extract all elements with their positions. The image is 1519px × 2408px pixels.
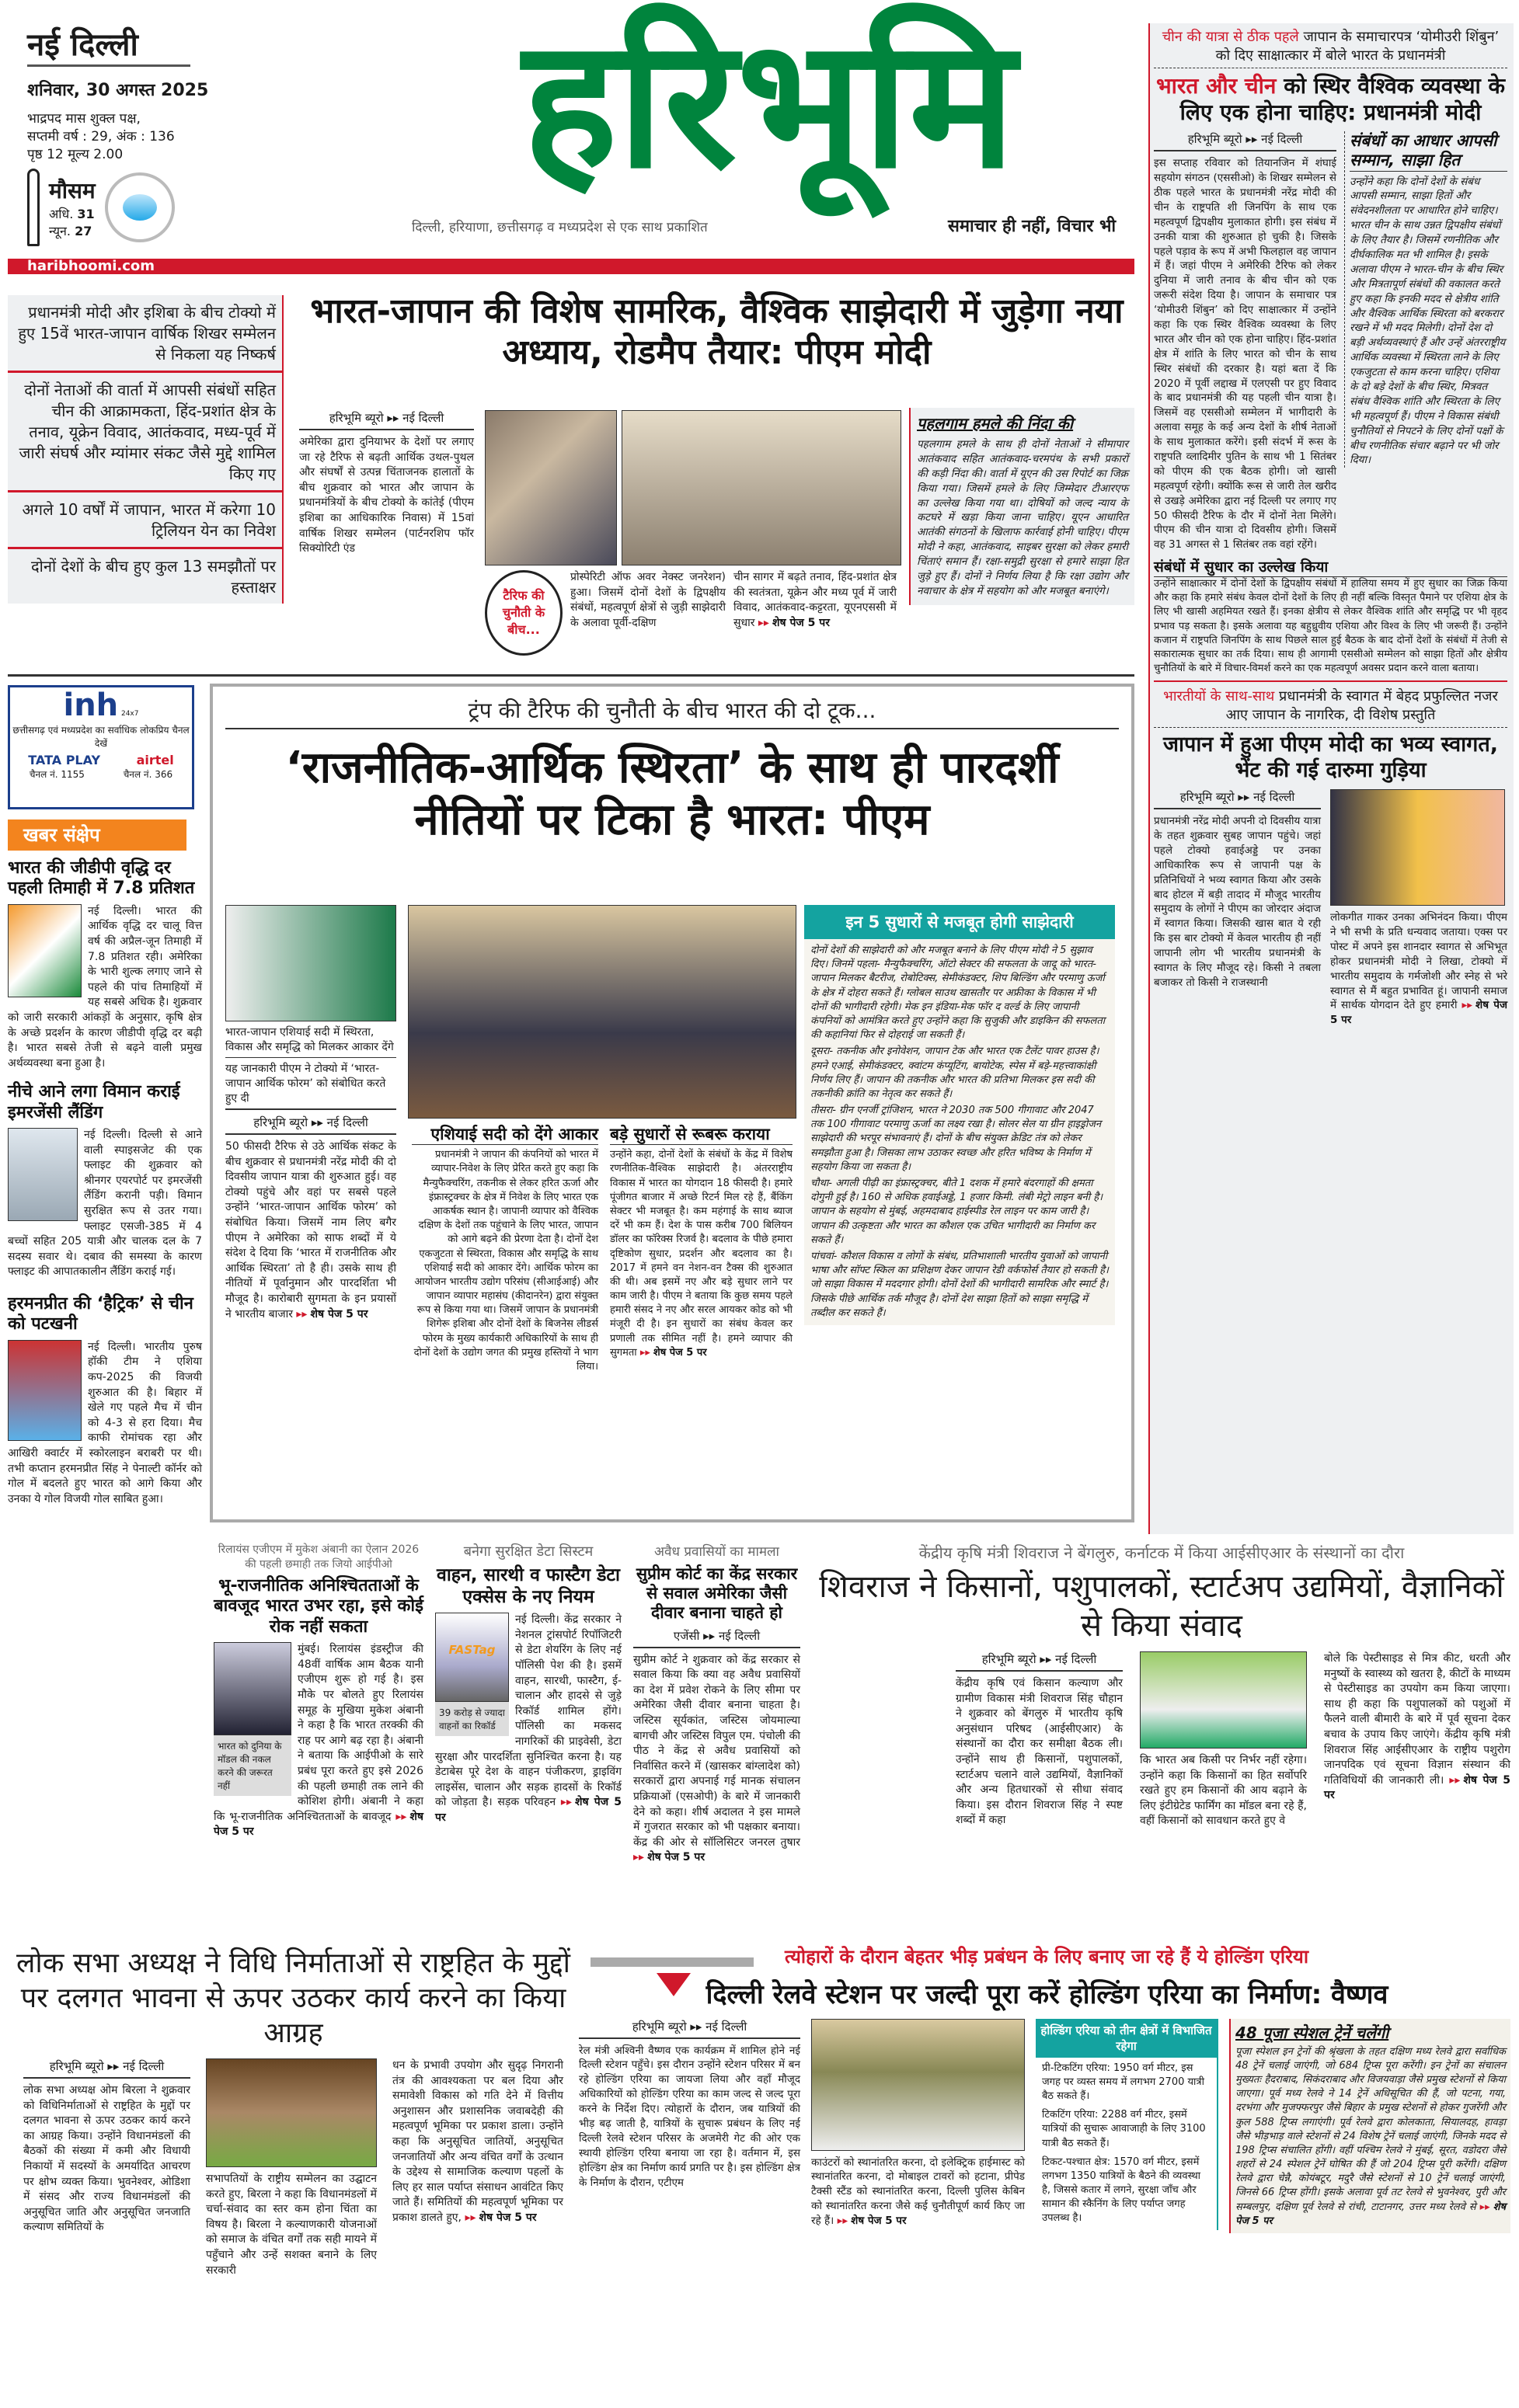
subhead: संबंधों में सुधार का उल्लेख किया [1154,559,1507,577]
summary-item: अगले 10 वर्षों में जापान, भारत में करेगा 10 ट्रिलियन येन का निवेश [8,492,282,549]
photo-pm-speaking [225,905,396,1021]
kicker-highlight: चीन की यात्रा से ठीक पहले [1162,29,1299,45]
puja-trains-box [1229,2019,1510,2233]
reliance-kicker: रिलायंस एजीएम में मुकेश अंबानी का ऐलान 2026 की पहली छमाही तक जियो आईपीओ [218,1543,420,1571]
hockey-photo [8,1340,82,1441]
article-text-part: लोकगीत गाकर उनका अभिनंदन किया। पीएम ने भी सभी के प्रति धन्यवाद जताया। एक्स पर पोस्ट में अपने इस शानदार स्वागत से अभिभूत होकर प्रधानमंत्री मोदी ने लिखा, टोक्यो में भारतीय समुदाय के गर्मजोशी और स्नेह से भरे स्वागत से मैं बहुत प्रभावित हूं। जापानी समाज में सार्थक योगदान देते हुए हमारी [1330,911,1507,1012]
photo-vaishnav [811,2019,1025,2151]
reform-item: दोनों देशों की साझेदारी को और मजबूत बनाने के लिए पीएम मोदी ने 5 सुझाव दिए। जिनमें पहला- मैन्युफैक्चरिंग, ऑटो सेक्टर की सफलता के जादू को भारत-जापान मिलकर बैटरीज, रोबोटिक्स, सेमीकंडक्टर, शिप बिल्डिंग और परमाणु ऊर्जा के क्षेत्र में दोहरा सकते हैं। ग्लोबल साउथ खासतौर पर अफ्रीका के विकास में भी दोनों की भागीदारी रहेगी। मेक इन इंडिया-मेक फॉर द वर्ल्ड के लिए जापानी कंपनियों को आमंत्रित करते हुए उन्होंने कहा कि सुजुकी और डाइकिन की सफलता की कहानियां फिर से दोहराई जा सकती हैं। [810,945,1106,1042]
photo-group [408,905,796,1119]
headline-text: को स्थिर वैश्विक व्यवस्था के लिए एक होना चाहिए: प्रधानमंत्री मोदी [1179,73,1506,125]
summary-item: प्रधानमंत्री मोदी और इशिबा के बीच टोक्यो में हुए 15वें भारत-जापान वार्षिक शिखर सम्मेलन से निकला यह निष्कर्ष [8,295,282,373]
welcome-kicker [1154,687,1507,728]
article-text: इस सप्ताह रविवार को तियानजिन में शंघाई सहयोग संगठन (एससीओ) के शिखर सम्मेलन से ठीक पहले भारत के प्रधानमंत्री नरेंद्र मोदी की चीन के राष्ट्रपति शी जिनपिंग के साथ एक महत्वपूर्ण द्विपक्षीय मुलाकात होगी। इस संबंध में उनकी यात्रा की शुरुआत हो चुकी है। जिसके पहले पड़ाव के रूप में अभी फिलहाल वह जापान में हैं। जहां पीएम ने अमेरिकी टैरिफ को लेकर दुनिया में जारी तनाव के बीच चीन को एक जरूरी संदेश दिया है। जापान के समाचार पत्र ‘योमीउरी शिंबुन’ को दिए साक्षात्कार में उन्होंने कहा कि एक स्थिर वैश्विक व्यवस्था के लिए भारत और चीन को एक होना चाहिए। हिंद-प्रशांत क्षेत्र में शांति के लिए भारत को चीन के साथ स्थिर संबंधों की दरकार है। यहां बता दें कि 2020 में पूर्वी लद्दाख में एलएसी पर हुए विवाद के बाद प्रधानमंत्री की यह पहली चीन यात्रा है। जिसमें वह एससीओ सम्मेलन में भागीदारी के अलावा समूह के कई अन्य देशों के शीर्ष नेताओं के साथ मुलाकात करेंगे। इसी संदर्भ में रूस के राष्ट्रपति व्लादिमीर पुतिन के साथ भी 1 सितंबर को पीएम की एक बैठक होगी। जो खासी महत्वपूर्ण रहेगी। क्योंकि रूस से जारी तेल खरीद से उखड़े अमेरिका द्वारा नई दिल्ली पर लगाए गए 50 फीसदी टैरिफ के दौर में दोनों नेता मिलेंगे। पीएम की चीन यात्रा दो दिवसीय होगी। जिसमें वह 31 अगस्त से 1 सितंबर तक वहां रहेंगे। [1154,157,1336,552]
reliance-headline: भू-राजनीतिक अनिश्चितताओं के बावजूद भारत उभर रहा, इसे कोई रोक नहीं सकता [214,1576,423,1637]
divider [8,674,1134,677]
kicker-text: प्रधानमंत्री के स्वागत में बेहद प्रफुल्लित नजर आए जापान के नागरिक, दी विशेष प्रस्तुति [1225,688,1498,724]
shivraj-headline: शिवराज ने किसानों, पशुपालकों, स्टार्टअप उद्यमियों, वैज्ञानिकों से किया संवाद [819,1569,1504,1644]
article-text-part: धन के प्रभावी उपयोग और सुदृढ़ निगरानी तंत्र की आवश्यकता पर बल दिया और समावेशी विकास को गति देने में वित्तीय अनुशासन और प्रशासनिक जवाबदेही की महत्वपूर्ण भूमिका पर प्रकाश डाला। उन्होंने कहा कि अनुसूचित जातियों, अनुसूचित जनजातियों और अन्य वंचित वर्गों के उत्थान के उद्देश्य से सामाजिक कल्याण पहलों के लिए हर साल पर्याप्त संसाधन आवंटित किए जाते हैं। समितियों की महत्वपूर्ण भूमिका पर प्रकाश डालते हुए, [392,2059,563,2224]
side-text: उन्होंने कहा कि दोनों देशों के संबंध आपसी सम्मान, साझा हितों और संवेदनशीलता पर आधारित होने चाहिए। भारत चीन के साथ उन्नत द्विपक्षीय संबंधों के लिए तैयार है। जिसमें रणनीतिक और दीर्घकालिक मत भी शामिल है। इसके अलावा पीएम ने भारत-चीन के बीच स्थिर और मित्रतापूर्ण संबंधों की वकालत करते हुए कहा कि इनकी मदद से क्षेत्रीय शांति और वैश्विक आर्थिक स्थिरता को बरकरार रखने में भी मदद मिलेगी। दोनों देश दो बड़ी अर्थव्यवस्थाएं हैं और उन्हें अंतरराष्ट्रीय आर्थिक व्यवस्था में स्थिरता लाने के लिए एकजुटता से काम करना चाहिए। एशिया के दो बड़े देशों के बीच स्थिर, मित्रवत संबंध वैश्विक शांति और स्थिरता के लिए भी महत्वपूर्ण हैं। पीएम ने विकास संबंधी चुनौतियों से निपटने के लिए दोनों पक्षों के बीच रणनीतिक संचार बढ़ाने पर भी जोर दिया। [1350,175,1506,467]
weather-label: मौसम [49,178,96,204]
bullet-item: भारत-जापान एशियाई सदी में स्थिरता, विकास और समृद्धि को मिलकर आकार देंगे [225,1021,396,1058]
plane-brief [8,1128,202,1280]
continued-link[interactable]: ▸▸ शेष पेज 5 पर [465,2211,536,2224]
photo-mukesh-ambani [214,1642,291,1735]
min-temp: 27 [75,224,92,238]
byline: हरिभूमि ब्यूरो ▸▸ नई दिल्ली [299,410,474,430]
min-label: न्यून. [49,224,71,238]
byline: हरिभूमि ब्यूरो ▸▸ नई दिल्ली [225,1115,396,1135]
brief-text: नई दिल्ली। भारतीय पुरुष हॉकी टीम ने एशिया कप-2025 की विजयी शुरुआत की है। बिहार में खेले गए पहले मैच में चीन को 4-3 से हरा दिया। मैच काफी रोमांचक रहा और आखिरी क्वार्टर में स्कोरलाइन बराबरी पर थी। तभी कप्तान हरमनप्रीत सिंह ने पेनाल्टी कॉर्नर को गोल में बदलते हुए भारत को आगे किया और उनका ये गोल विजयी गोल साबित हुआ। [8,1340,202,1505]
side-text [1235,2045,1506,2229]
welcome-headline: जापान में हुआ पीएम मोदी का भव्य स्वागत, भेंट की गई दारुमा गुड़िया [1162,732,1499,782]
reliance-article [214,1542,423,1840]
article-text [733,570,897,631]
continued-link[interactable]: ▸▸ शेष पेज 5 पर [758,617,830,629]
hockey-brief [8,1340,202,1508]
website-link[interactable]: haribhoomi.com [27,258,155,274]
bullet-item: यह जानकारी पीएम ने टोक्यो में ‘भारत-जापान आर्थिक फोरम’ को संबोधित करते हुए दी [225,1058,396,1110]
lead-body [299,410,901,656]
ad-logo: inh [63,687,119,723]
spicejet-photo [8,1128,78,1221]
article-text: सभापतियों के राष्ट्रीय सम्मेलन का उद्घाटन करते हुए, बिरला ने कहा कि विधानमंडलों में चर्चा-संवाद का स्तर कम होना चिंता का विषय है। बिरला ने कल्याणकारी योजनाओं को समाज के वंचित वर्गों तक सही मायने में पहुँचाने और उन्हें सशक्त बनाने के लिए सरकारी [206,2173,377,2277]
byline: हरिभूमि ब्यूरो ▸▸ नई दिल्ली [579,2019,800,2039]
holding-area-box [1036,2019,1218,2230]
holding-title: होल्डिंग एरिया को तीन क्षेत्रों में विभाजित रहेगा [1036,2019,1217,2058]
fastag-photo [435,1613,509,1702]
article-text [811,2156,1025,2229]
lead-headline: भारत-जापान की विशेष सामरिक, वैश्विक साझेदारी में जुड़ेगा नया अध्याय, रोडमैप तैयार: पीएम मोदी [310,291,1124,372]
article-text-part: सुप्रीम कोर्ट ने शुक्रवार को केंद्र सरकार से सवाल किया कि क्या वह अवैध प्रवासियों का देश में प्रवेश रोकने के लिए सीमा पर अमेरिका जैसी दीवार बनाना चाहता है। जस्टिस सूर्यकांत, जस्टिस जोयमाल्या बागची और जस्टिस विपुल एम. पंचोली की पीठ ने केंद्र से अवैध प्रवासियों को निर्वासित करने में (खासकर बांग्लादेश को) सरकारों द्वारा अपनाई गई मानक संचालन प्रक्रियाओं (एसओपी) के बारे में जानकारी देने को कहा। शीर्ष अदालत ने इस मामले में गुजरात सरकार को भी पक्षकार बनाया। केंद्र की ओर से सॉलिसिटर जनरल तुषार [633,1653,800,1849]
channel-number: चैनल नं. 1155 [29,769,85,780]
feature-col3 [610,1125,793,1360]
article-text-part: उन्होंने कहा, दोनों देशों के संबंधों के केंद्र में विशेष रणनीतिक-वैश्विक साझेदारी है। अंतरराष्ट्रीय विकास में भारत का योगदान 18 फीसदी है। हमारे पूंजीगत बाजार में अच्छे रिटर्न मिल रहे हैं, बैंकिंग सेक्टर भी मजबूत है। कम महंगाई के साथ ब्याज दरें भी कम हैं। देश के पास करीब 700 बिलियन डॉलर का फॉरेक्स रिजर्व है। बदलाव के पीछे हमारा दृष्टिकोण सुधार, प्रदर्शन और बदलाव का है। 2017 में हमने वन नेशन-वन टैक्स की शुरुआत की थी। अब इसमें नए और बड़े सुधार लाने पर काम जारी है। पीएम ने बताया कि कुछ समय पहले हमारी संसद ने नए और सरल आयकर कोड को भी मंजूरी दी है। इन सुधारों का संबंध केवल कर प्रणाली तक सीमित नहीं है। हमने व्यापार की सुगमता [610,1149,793,1359]
reform-item: तीसरा- ग्रीन एनर्जी ट्रांजिशन, भारत ने 2030 तक 500 गीगावाट और 2047 तक 100 गीगावाट परमाणु ऊर्जा का लक्ष्य रखा है। सोलर सेल या ग्रीन हाइड्रोजन साझेदारी की भरपूर संभावनाएं हैं। दोनों के बीच संयुक्त क्रेडिट तंत्र को लेकर समझौता हुआ है। जिसका लाभ उठाकर स्वच्छ और हरित भविष्य के निर्माण में सहयोग किया जा सकता है। [810,1105,1102,1173]
byline: हरिभूमि ब्यूरो ▸▸ नई दिल्ली [23,2058,190,2079]
kicker-highlight: भारतीयों के साथ-साथ [1163,688,1275,705]
article-text-part: पूजा स्पेशल इन ट्रेनों की श्रृंखला के तहत दक्षिण मध्य रेलवे द्वारा सर्वाधिक 48 ट्रेनें चलाई जाएंगी, जो 684 ट्रिप्स पूरा करेंगी। इन ट्रेनों का संचालन मुख्यतः हैदराबाद, सिकंदराबाद और विजयवाड़ा जैसे प्रमुख स्टेशनों से किया जाएगा। पूर्व मध्य रेलवे ने 14 ट्रेनें अधिसूचित की हैं, जो पटना, गया, दरभंगा और मुजफ्फरपुर जैसे बिहार के प्रमुख स्टेशनों से होकर गुजरेंगी और कुल 588 ट्रिप्स लगाएंगी। पूर्व रेलवे द्वारा कोलकाता, सियालदह, हावड़ा जैसे भीड़भाड़ वाले स्टेशनों से 24 विशेष ट्रेनें चलाई जाएंगी, जिनके मदद से 198 ट्रिप्स संचालित होंगी। वहीं पश्चिम रेलवे ने मुंबई, सूरत, वडोदरा जैसे शहरों से 24 स्पेशल ट्रेनें घोषित की हैं जो 204 ट्रिप्स पूरी करेंगी। दक्षिण रेलवे द्वारा चेन्नै, कोयंबटूर, मदुरै जैसे स्टेशनों से 10 ट्रेनें चलाई जाएंगी, जिनसे 66 ट्रिप्स होंगी। इसके अलावा पूर्व तट रेलवे से भुवनेश्वर, पुरी और सम्बलपुर, दक्षिण पूर्व रेलवे से रांची, टाटानगर, उत्तर मध्य रेलवे से [1235,2045,1506,2213]
photo-om-birla [206,2058,377,2167]
summary-item: दोनों नेताओं की वार्ता में आपसी संबंधों सहित चीन की आक्रामकता, हिंद-प्रशांत क्षेत्र के तनाव, यूक्रेन विवाद, आतंकवाद, मध्य-पूर्व में जारी संघर्ष और म्यांमार संकट जैसे मुद्दे शामिल किए गए [8,373,282,492]
rail-kicker: त्योहारों के दौरान बेहतर भीड़ प्रबंधन के लिए बनाए जा रहे हैं ये होल्डिंग एरिया [785,1946,1309,1968]
cloud-icon [105,172,175,242]
city: नई दिल्ली [27,22,190,67]
article-text [392,2058,563,2226]
sc-headline: सुप्रीम कोर्ट का केंद्र सरकार से सवाल अमेरिका जैसी दीवार बनाना चाहते हो [636,1564,798,1623]
data-headline: वाहन, सारथी व फास्टैग डेटा एक्सेस के नए नियम [437,1565,620,1607]
gdp-graphic [8,904,82,997]
brief-title: नीचे आने लगा विमान कराई इमरजेंसी लैंडिंग [8,1082,180,1122]
continued-link[interactable]: ▸▸ शेष पेज 5 पर [1235,2201,1506,2227]
article-text-part: काउंटरों को स्थानांतरित करना, दो इलेक्ट्रिक हाईमास्ट को स्थानांतरित करना, दो मोबाइल टावरों को हटाना, प्रीपेड टैक्सी स्टैंड को स्थानांतरित करना, दिल्ली पुलिस केबिन को स्थानांतरित करना जैसे कई चुनौतीपूर्ण कार्य किए जा रहे हैं। [811,2156,1025,2228]
edition-info [27,22,253,246]
editions-line: दिल्ली, हरियाणा, छत्तीसगढ़ व मध्यप्रदेश से एक साथ प्रकाशित [412,220,708,235]
holding-item: टिकट-पश्चात क्षेत्र: 1570 वर्ग मीटर, इसमें लगभग 1350 यात्रियों के बैठने की व्यवस्था है, जिससे कतार में लगने, सुरक्षा जाँच और सामान की स्कैनिंग के लिए पर्याप्त जगह उपलब्ध है। [1042,2156,1201,2225]
feature-col2 [412,1125,598,1374]
ad-sub: 24x7 [120,710,139,718]
feature-headline: ‘राजनीतिक-आर्थिक स्थिरता’ के साथ ही पारदर्शी नीतियों पर टिका है भारत: पीएम [285,743,1059,846]
summary-box [8,295,284,604]
byline: हरिभूमि ब्यूरो ▸▸ नई दिल्ली [956,1651,1123,1672]
feature-col1 [225,905,396,1322]
holding-item: टिकटिंग एरिया: 2288 वर्ग मीटर, इसमें यात्रियों की सुचारू आवाजाही के लिए 3100 यात्री बैठ सकते हैं। [1042,2109,1206,2149]
sc-kicker: अवैध प्रवासियों का मामला [654,1544,779,1560]
continued-link[interactable]: ▸▸ शेष पेज 5 पर [296,1308,368,1321]
article-text [1330,910,1507,1028]
side-text: पहलगाम हमले के साथ ही दोनों नेताओं ने सीमापार आतंकवाद सहित आतंकवाद-चरमपंथ के सभी प्रकारों की कड़ी निंदा की। वार्ता में यूएन की उस रिपोर्ट का जिक्र किया गया। जिसमें हमले के लिए जिम्मेदार टीआरएफ का उल्लेख किया गया था। दोषियों को जल्द न्याय के कटघरे में खड़ा किया जाना चाहिए। यूएन आधारित आतंकी संगठनों के खिलाफ कार्रवाई होनी चाहिए। पीएम मोदी ने कहा, आतंकवाद, साइबर सुरक्षा को लेकर हमारी चिंताएं समान हैं। रक्षा-समुद्री सुरक्षा से हमारे साझा हित जुड़े हुए हैं। दोनों ने निर्णय लिया है कि रक्षा उद्योग और नवाचार के क्षेत्र में सहयोग को और मजबूत बनाएंगे। [917,438,1128,597]
continued-link[interactable]: ▸▸ शेष पेज 5 पर [1324,1774,1510,1802]
article-text-part: मुंबई। रिलायंस इंडस्ट्रीज की 48वीं वार्षिक आम बैठक यानी एजीएम शुरू हो गई है। इस मौके पर बोलते हुए रिलायंस समूह के मुखिया मुकेश अंबानी ने कहा है कि भारत तरक्की की राह पर आगे बढ़ रहा है। अंबानी ने बताया कि आईपीओ के सारे प्रबंध पूरा करते हुए इसे 2026 की पहली छमाही तक लाने की कोशिश होगी। अंबानी ने कहा कि भू-राजनीतिक अनिश्चितताओं के बावजूद [214,1643,423,1823]
price: पृष्ठ 12 मूल्य 2.00 [27,147,124,162]
tariff-badge: टैरिफ की चुनौती के बीच... [485,570,563,656]
reform-item: चौथा- अगली पीढ़ी का इंफ्रास्ट्रक्चर, बीते 1 दशक में हमारे बंदरगाहों की क्षमता दोगुनी हुई है। 160 से अधिक हवाईअड्डे, 1 हजार किमी. लंबी मेट्रो लाइन बनी है। जापान के सहयोग से मुंबई, अहमदाबाद हाईस्पीड रेल लाइन पर काम जारी है। जापान की उत्कृष्टता और भारत का कौशल एक उचित भागीदारी का निर्माण कर सकते हैं। [810,1178,1103,1246]
feature-text [225,1140,396,1322]
side-title: पहलगाम हमले की निंदा की [917,414,1074,433]
reforms-title: इन 5 सुधारों से मजबूत होगी साझेदारी [804,905,1115,939]
weather [27,169,253,246]
rail-article [579,1946,1515,2233]
continued-link[interactable]: ▸▸ शेष पेज 5 पर [435,1796,622,1824]
newspaper-logo: हरिभूमि [522,1,1016,208]
article-text: लोक सभा अध्यक्ष ओम बिरला ने शुक्रवार को विधिनिर्माताओं से राष्ट्रहित के मुद्दों पर दलगत भावना से ऊपर उठकर कार्य करने का आग्रह किया। उन्होंने विधानमंडलों की बैठकों की संख्या में कमी और विधायी निकायों में सदस्यों के अमर्यादित आचरण पर क्षोभ व्यक्त किया। भुवनेश्वर, ओडिशा में संसद और राज्य विधानमंडलों की अनुसूचित जाति और अनुसूचित जनजाति कल्याण समितियों के [23,2084,190,2234]
china-column-content [1154,27,1507,1028]
brief-title: भारत की जीडीपी वृद्धि दर पहली तिमाही में 7.8 प्रतिशत [8,858,195,899]
article-text: केंद्रीय कृषि एवं किसान कल्याण और ग्रामीण विकास मंत्री शिवराज सिंह चौहान ने शुक्रवार को बेंगलुरु में भारतीय कृषि अनुसंधान परिषद (आईसीएआर) के संस्थानों का दौरा कर समीक्षा बैठक ली। उन्होंने साथ ही किसानों, पशुपालकों, स्टार्टअप चलाने वाले उद्यमियों, वैज्ञानिकों और अन्य हितधारकों से सीधा संवाद किया। इस दौरान शिवराज सिंह ने स्पष्ट शब्दों में कहा [956,1677,1123,1827]
tata-play-logo: TATA PLAY [28,753,101,767]
news-brief-label: खबर संक्षेप [8,819,186,851]
loksabha-article [16,1946,571,2278]
article-text: कि भारत अब किसी पर निर्भर नहीं रहेगा। उन्होंने कहा कि किसानों का हित सर्वोपरि रखते हुए हम किसानों की आय बढ़ाने के लिए इंटीग्रेटेड फार्मिंग का मॉडल बना रहे हैं, वहीं किसानों को सावधान करते हुए वे [1140,1754,1307,1828]
brief-text: नई दिल्ली। भारत की आर्थिक वृद्धि दर चालू वित्त वर्ष की अप्रैल-जून तिमाही में 7.8 प्रतिशत रही। अमेरिका के भारी शुल्क लगाए जाने से पहले की पांच तिमाहियों में यह सबसे अधिक है। शुक्रवार को जारी सरकारी आंकड़ों के अनुसार, कृषि क्षेत्र के अच्छे प्रदर्शन के कारण जीडीपी वृद्धि दर बढ़ी है। भारत सबसे तेजी से बढ़ने वाली प्रमुख अर्थव्यवस्था बना हुआ है। [8,904,202,1070]
byline: एजेंसी ▸▸ नई दिल्ली [633,1628,800,1648]
panchang: भाद्रपद मास शुक्ल पक्ष, [27,111,141,127]
issue-number: सप्तमी वर्ष : 29, अंक : 136 [27,129,175,144]
article-text: प्रधानमंत्री ने जापान की कंपनियों को भारत में व्यापार-निवेश के लिए प्रेरित करते हुए कहा कि मैन्युफैक्चरिंग, तकनीक से लेकर हरित ऊर्जा और इंफ्रास्ट्रक्चर के क्षेत्र में निवेश के लिए भारत एक आकर्षक स्थान है। जापानी व्यापार को वैश्विक दक्षिण के देशों तक पहुंचाने के लिए भारत, जापान को आगे बढ़ने की प्रेरणा देता है। दोनों देश एकजुटता से स्थिरता, विकास और समृद्धि के साथ एशियाई सदी को आकार देंगे। आर्थिक फोरम का आयोजन भारतीय उद्योग परिसंघ (सीआईआई) और जापान व्यापार महासंघ (कीदानरेन) द्वारा संयुक्त रूप से किया गया था। जिसमें जापान के प्रधानमंत्री शिगेरू इशिबा और दोनों देशों के बिजनेस लीडर्स फोरम के मुख्य कार्यकारी अधिकारियों के साथ ही दोनों देशों के उद्योग जगत की प्रमुख हस्तियों ने भाग लिया। [413,1149,598,1373]
article-text [610,1148,793,1360]
photo-japan-welcome [1330,789,1505,906]
max-label: अधि. [49,207,74,221]
divider [1154,680,1507,682]
data-article [435,1542,622,1826]
reforms-box [804,905,1115,1325]
article-text: प्रधानमंत्री नरेंद्र मोदी अपनी दो दिवसीय यात्रा के तहत शुक्रवार सुबह जापान पहुंचे। जहां पहले टोक्यो हवाईअड्डे पर उनका आधिकारिक रूप से जापानी पक्ष के प्रतिनिधियों ने भव्य स्वागत किया और उसके बाद होटल में बड़ी तादाद में मौजूद भारतीय समुदाय के लोगों ने पीएम का जोरदार अंदाज में स्वागत किया। जिसकी खास बात ये रही कि इस बार टोक्यो में केवल भारतीय ही नहीं जापानी लोग भी भारतीय प्रधानमंत्री के स्वागत के लिए मौजूद रहे। किसी ने तबला बजाकर तो किसी ने राजस्थानी [1154,815,1321,989]
article-text-part: 50 फीसदी टैरिफ से उठे आर्थिक संकट के बीच शुक्रवार से प्रधानमंत्री नरेंद्र मोदी की दो दिवसीय जापान यात्रा की शुरुआत हुई। वह टोक्यो पहुंचे और वहां पर सबसे पहले उन्होंने ‘भारत-जापान आर्थिक फोरम’ को संबोधित किया। जिसमें नाम लिए बगैर पीएम ने अमेरिका को साफ शब्दों में ये संदेश दे दिया कि ‘भारत में राजनीतिक और आर्थिक स्थिरता’ तो है ही। उसके साथ ही नीतियों में पूर्वानुमान और पारदर्शिता भी मौजूद है। कारोबारी सुगमता के इन प्रयासों ने भारतीय बाजार [225,1140,396,1321]
data-kicker: बनेगा सुरक्षित डेटा सिस्टम [463,1543,594,1560]
date: शनिवार, 30 अगस्त 2025 [27,81,209,100]
thermometer-icon [27,169,40,246]
article-text: उन्होंने साक्षात्कार में दोनों देशों के द्विपक्षीय संबंधों में हालिया समय में हुए सुधार का जिक्र किया और कहा कि हमारे संबंध केवल दोनों देशों के लिए ही नहीं बल्कि विस्तृत पैमाने पर एशिया क्षेत्र के लिए भी खासी अहमियत रखते हैं। इनका क्षेत्रीय से लेकर वैश्विक शांति और समृद्धि पर भी वृहद प्रभाव पड़ सकता है। इसके अलावा यह बहुध्रुवीय एशिया और विश्व के लिए भी जरूरी हैं। उन्होंने कजान में राष्ट्रपति जिनपिंग के साथ पिछले साल हुई बैठक के बाद दोनों देशों के संबंधों में तेजी से सकारात्मक सुधार का तर्क दिया। साथ ही आगामी एससीओ सम्मेलन को साझा हितों और क्षेत्रीय चुनौतियों के बारे में विचार-विमर्श करने का एक महत्वपूर्ण अवसर प्रदान करने वाला बताया। [1154,578,1507,675]
pull-quote: 39 करोड़ से ज्यादा वाहनों का रिकॉर्ड [435,1702,509,1736]
feature-kicker: ट्रंप की टैरिफ की चुनौती के बीच भारत की दो टूक... [225,695,1119,729]
shivraj-kicker: केंद्रीय कृषि मंत्री शिवराज ने बेंगलुरु, कर्नाटक में किया आईसीएआर के संस्थानों का दौरा [918,1543,1405,1562]
continued-link[interactable]: ▸▸ शेष पेज 5 पर [1330,999,1507,1026]
side-title: 48 पूजा स्पेशल ट्रेनें चलेंगी [1235,2023,1389,2042]
article-text-part: चीन सागर में बढ़ते तनाव, हिंद-प्रशांत क्षेत्र की स्वतंत्रता, यूक्रेन और मध्य पूर्व में जारी विवाद, आतंकवाद-कट्टरता, यूएनएससी में सुधार [733,571,897,629]
reform-item: दूसरा- तकनीक और इनोवेशन, जापान टेक और भारत एक टैलेंट पावर हाउस है। हमने एआई, सेमीकंडक्टर, क्वांटम कंप्यूटिंग, बायोटेक, स्पेस में बड़े-महत्त्वाकांक्षी निर्णय लिए हैं। जापान की तकनीक और भारत की प्रतिभा मिलकर इस सदी की तकनीकी क्रांति का नेतृत्व कर सकते हैं। [810,1046,1099,1100]
reform-item: पांचवां- कौशल विकास व लोगों के संबंध, प्रतिभाशाली भारतीय युवाओं को जापानी भाषा और सॉफ्ट स्किल का प्रशिक्षण देकर जापान रेडी वर्कफोर्स तैयार हो सकती है। जो साझा विकास में मददगार होगी। दोनों देशों की भागीदारी सामरिक और स्मार्ट है। जिसके पीछे आर्थिक तर्क मौजूद है। दोनों देश साझा हितों को साझा समृद्धि में तब्दील कर सकते हैं। [810,1250,1109,1319]
subhead: बड़े सुधारों से रूबरू कराया [610,1125,793,1145]
news-brief-column [8,819,202,1507]
side-title: संबंधों का आधार आपसी सम्मान, साझा हित [1350,131,1507,171]
article-text [633,1653,800,1866]
rail-headline: दिल्ली रेलवे स्टेशन पर जल्दी पूरा करें होल्डिंग एरिया का निर्माण: वैष्णव [705,1978,1388,2010]
byline: हरिभूमि ब्यूरो ▸▸ नई दिल्ली [1154,131,1336,151]
pull-quote: भारत को दुनिया के मॉडल की नकल करने की जरूरत नहीं [214,1735,291,1796]
continued-link[interactable]: ▸▸ शेष पेज 5 पर [214,1811,423,1839]
sc-article [633,1542,800,1866]
summary-item: दोनों देशों के बीच हुए कुल 13 समझौतों पर हस्ताक्षर [31,557,276,597]
gdp-brief [8,904,202,1072]
airtel-logo: airtel [136,753,174,767]
brief-text: नई दिल्ली। दिल्ली से आने वाली स्पाइसजेट की एक फ्लाइट की शुक्रवार को श्रीनगर एयरपोर्ट पर इमरजेंसी लैंडिंग करानी पड़ी। विमान सुरक्षित रूप से उतर गया। फ्लाइट एसजी-385 में 4 बच्चों सहित 205 यात्री और चालक दल के 7 सदस्य सवार थे। दबाव की समस्या के कारण फ्लाइट की आपातकालीन लैंडिंग कराई गई। [8,1129,202,1279]
loksabha-headline: लोक सभा अध्यक्ष ने विधि निर्माताओं से राष्ट्रहित के मुद्दों पर दलगत भावना से ऊपर उठकर कार्य करने का किया आग्रह [16,1947,570,2049]
article-text: रेल मंत्री अश्विनी वैष्णव एक कार्यक्रम में शामिल होने नई दिल्ली स्टेशन पहुँचे। इस दौरान उन्होंने स्टेशन परिसर में बन रहे होल्डिंग एरिया का जायजा लिया और वहाँ मौजूद अधिकारियों को होल्डिंग एरिया का काम जल्द से जल्द पूरा करने के निर्देश दिए। त्योहारों के दौरान, जब यात्रियों की भीड़ बढ़ जाती है, यात्रियों के सुचारू प्रबंधन के लिए नई दिल्ली रेलवे स्टेशन परिसर के अजमेरी गेट की ओर एक स्थायी होल्डिंग एरिया बनाया जा रहा है। वर्तमान में, इस होल्डिंग क्षेत्र का निर्माण कार्य प्रगति पर है। इस होल्डिंग क्षेत्र के निर्माण के दौरान, एटीएम [579,2044,800,2189]
ad-text: छत्तीसगढ़ एवं मध्यप्रदेश का सर्वाधिक लोकप्रिय चैनल देखें [12,725,190,749]
photo-shivraj-papaya [1140,1651,1307,1749]
holding-item: प्री-टिकटिंग एरिया: 1950 वर्ग मीटर, इस जगह पर व्यस्त समय में लगभग 2700 यात्री बैठ सकते हैं। [1042,2062,1204,2102]
fastag-logo: FASTag [448,1643,496,1658]
china-kicker [1154,27,1507,68]
website-bar [8,259,1134,274]
channel-number: चैनल नं. 366 [123,769,173,780]
pahalgam-box [909,408,1134,605]
headline-highlight: भारत और चीन [1155,73,1277,99]
photo-modi-ishiba [485,410,617,565]
article-text-part: बोले कि पेस्टीसाइड से मित्र कीट, धरती और मनुष्यों के स्वास्थ्य को खतरा है, कीटों के माध्यम से पेस्टीसाइड का उपयोग कम किया जाएगा। साथ ही कहा कि पशुपालकों को पशुओं में फैलने वाली बीमारी के बारे में पूर्व सूचना देकर बचाव के उपाय किए जाएंगे। केंद्रीय कृषि मंत्री शिवराज सिंह आईसीएआर के राष्ट्रीय पशुरोग जानपदिक एवं सूचना विज्ञान संस्थान की गतिविधियों की जानकारी ली। [1324,1652,1510,1787]
brief-title: हरमनप्रीत की ‘हैट्रिक’ से चीन को पटखनी [8,1294,193,1334]
article-text: प्रोस्पेरिटी ऑफ अवर नेक्स्ट जनरेशन) हुआ। जिसमें दोनों देशों के द्विपक्षीय संबंधों, महत्वपूर्ण क्षेत्रों से जुड़ी साझेदारी के अलावा पूर्वी-दक्षिण [570,571,726,629]
china-headline [1154,73,1507,125]
byline: हरिभूमि ब्यूरो ▸▸ नई दिल्ली [1154,789,1321,809]
article-text [1324,1651,1510,1804]
continued-link[interactable]: ▸▸ शेष पेज 5 पर [633,1851,705,1863]
continued-link[interactable]: ▸▸ शेष पेज 5 पर [838,2215,907,2227]
photo-summit-meeting [622,410,901,565]
subhead: एशियाई सदी को देंगे आकार [412,1125,598,1145]
kicker-text: जापान के समाचारपत्र ‘योमीउरी शिंबुन’ को दिए साक्षात्कार में बोले भारत के प्रधानमंत्री [1215,29,1500,64]
article-text: अमेरिका द्वारा दुनियाभर के देशों पर लगाए जा रहे टैरिफ से बढ़ती आर्थिक उथल-पुथल और संघर्षों से उत्पन्न चिंताजनक हालातों के बीच शुक्रवार को भारत और जापान के प्रधानमंत्रियों के बीच टोक्यो के कांतेई (पीएम इशिबा का आधिकारिक निवास) में 15वां वार्षिक शिखर सम्मेलन (पार्टनरशिप फॉर सिक्योरिटी एंड [299,436,474,555]
max-temp: 31 [77,207,95,221]
inh-channel-ad[interactable] [8,685,194,809]
tagline: समाचार ही नहीं, विचार भी [948,217,1117,236]
shivraj-article [812,1542,1511,1829]
continued-link[interactable]: ▸▸ शेष पेज 5 पर [640,1347,707,1359]
article-text-part: नई दिल्ली। केंद्र सरकार ने नेशनल ट्रांसपोर्ट रिपॉजिटरी से डेटा शेयरिंग के लिए नई पॉलिसी पेश की है। इसमें वाहन, सारथी, फास्टैग, ई-चालान और हादसे से जुड़े रिकॉर्ड शामिल होंगे। पॉलिसी का मकसद नागरिकों की प्राइवेसी, डेटा सुरक्षा और पारदर्शिता सुनिश्चित करना है। यह डेटाबेस पूरे देश के वाहन पंजीकरण, ड्राइविंग लाइसेंस, चालान और सड़क हादसों के रिकॉर्ड को जोड़ता है। सड़क परिवहन [435,1613,622,1809]
